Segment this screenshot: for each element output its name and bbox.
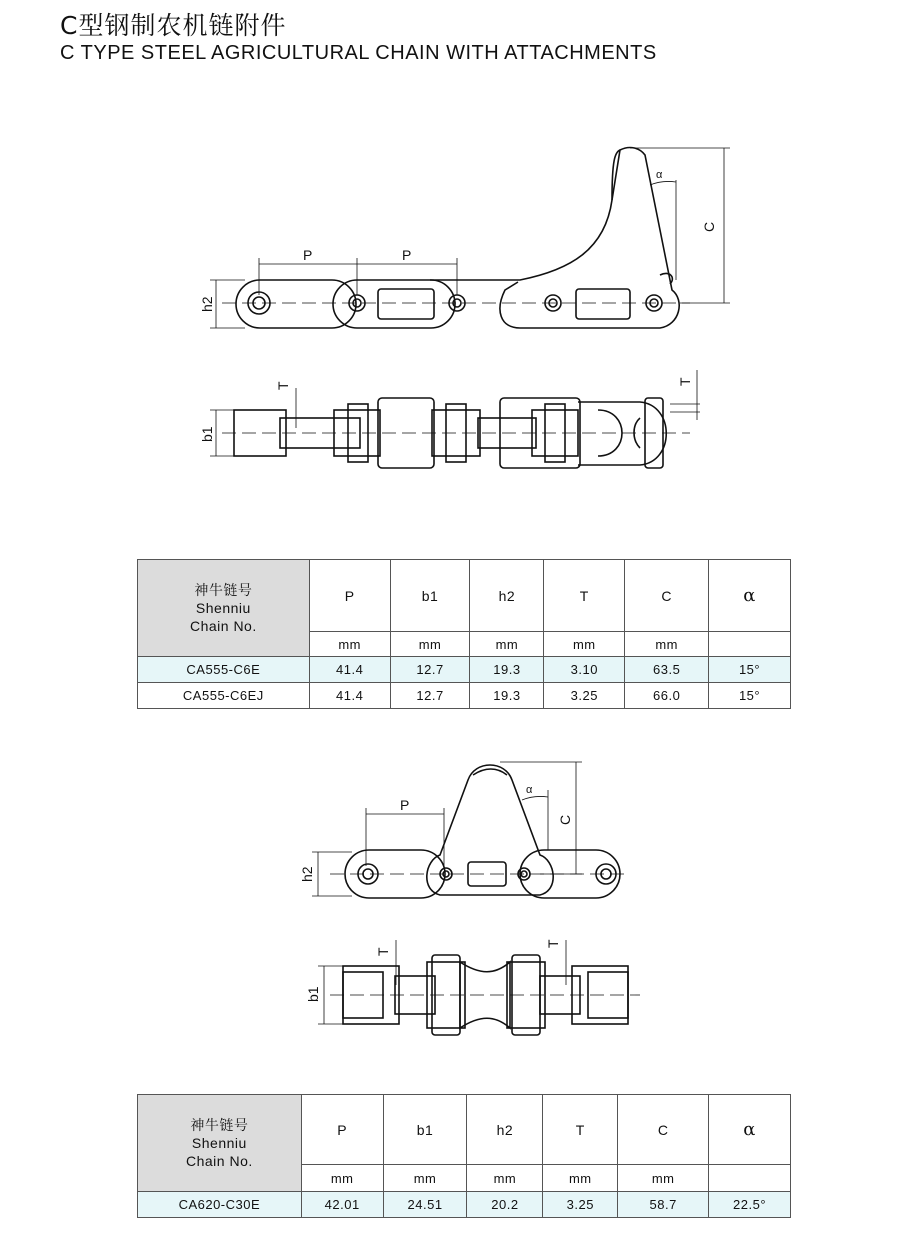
c-cell: 58.7 — [618, 1192, 709, 1218]
drawing-3-side-view — [345, 765, 620, 898]
alpha-cell: 15° — [709, 683, 791, 709]
unit-t: mm — [544, 632, 625, 657]
col-header-c: C — [618, 1095, 709, 1165]
label-p-3: P — [400, 797, 410, 813]
drawing-4-top-view — [343, 955, 628, 1035]
chain-no-header: 神牛链号 Shenniu Chain No. — [138, 1095, 302, 1192]
table-row — [138, 1192, 791, 1218]
c-cell: 63.5 — [625, 657, 709, 683]
unit-b1: mm — [390, 632, 470, 657]
unit-p: mm — [301, 1165, 383, 1192]
label-b1-2: b1 — [199, 426, 215, 442]
col-header-h2: h2 — [470, 560, 544, 632]
spec-table-1 — [137, 559, 791, 709]
unit-c: mm — [625, 632, 709, 657]
col-header-t: T — [543, 1095, 618, 1165]
unit-t: mm — [543, 1165, 618, 1192]
b1-cell: 12.7 — [390, 683, 470, 709]
col-header-c: C — [625, 560, 709, 632]
col-header-h2: h2 — [467, 1095, 543, 1165]
col-header-p: P — [301, 1095, 383, 1165]
unit-h2: mm — [470, 632, 544, 657]
label-b1-4: b1 — [305, 986, 321, 1002]
label-t-2b: T — [677, 377, 693, 386]
h2-cell: 20.2 — [467, 1192, 543, 1218]
label-h2-1: h2 — [199, 296, 215, 312]
unit-c: mm — [618, 1165, 709, 1192]
b1-cell: 12.7 — [390, 657, 470, 683]
unit-h2: mm — [467, 1165, 543, 1192]
label-c-3: C — [557, 814, 573, 825]
spec-table-2 — [137, 1094, 791, 1218]
p-cell: 41.4 — [309, 683, 390, 709]
t-cell: 3.10 — [544, 657, 625, 683]
chain-no-cell: CA555-C6E — [138, 657, 310, 683]
p-cell: 41.4 — [309, 657, 390, 683]
col-header-alpha: α — [709, 1095, 791, 1165]
drawing-1-side-view — [236, 148, 679, 328]
c-cell: 66.0 — [625, 683, 709, 709]
unit-alpha — [709, 1165, 791, 1192]
label-h2-3: h2 — [299, 866, 315, 882]
col-header-alpha: α — [709, 560, 791, 632]
col-header-t: T — [544, 560, 625, 632]
unit-p: mm — [309, 632, 390, 657]
unit-alpha — [709, 632, 791, 657]
col-header-p: P — [309, 560, 390, 632]
col-header-b1: b1 — [390, 560, 470, 632]
b1-cell: 24.51 — [383, 1192, 467, 1218]
label-t-2a: T — [275, 381, 291, 390]
chain-no-cell: CA555-C6EJ — [138, 683, 310, 709]
page-title-chinese: C型钢制农机链附件 — [60, 11, 287, 40]
col-header-b1: b1 — [383, 1095, 467, 1165]
label-t-4a: T — [375, 947, 391, 956]
table-row — [138, 683, 791, 709]
alpha-cell: 15° — [709, 657, 791, 683]
label-alpha-3: α — [526, 784, 533, 796]
chain-no-cell: CA620-C30E — [138, 1192, 302, 1218]
unit-b1: mm — [383, 1165, 467, 1192]
page-title-english: C TYPE STEEL AGRICULTURAL CHAIN WITH ATTACHMENTS — [60, 42, 657, 64]
h2-cell: 19.3 — [470, 657, 544, 683]
label-p-1a: P — [303, 247, 313, 263]
h2-cell: 19.3 — [470, 683, 544, 709]
label-t-4b: T — [545, 939, 561, 948]
alpha-cell: 22.5° — [709, 1192, 791, 1218]
label-p-1b: P — [402, 247, 412, 263]
t-cell: 3.25 — [544, 683, 625, 709]
table-row — [138, 657, 791, 683]
label-c-1: C — [701, 221, 717, 232]
label-alpha-1: α — [656, 169, 663, 181]
chain-no-header: 神牛链号 Shenniu Chain No. — [138, 560, 310, 657]
p-cell: 42.01 — [301, 1192, 383, 1218]
t-cell: 3.25 — [543, 1192, 618, 1218]
